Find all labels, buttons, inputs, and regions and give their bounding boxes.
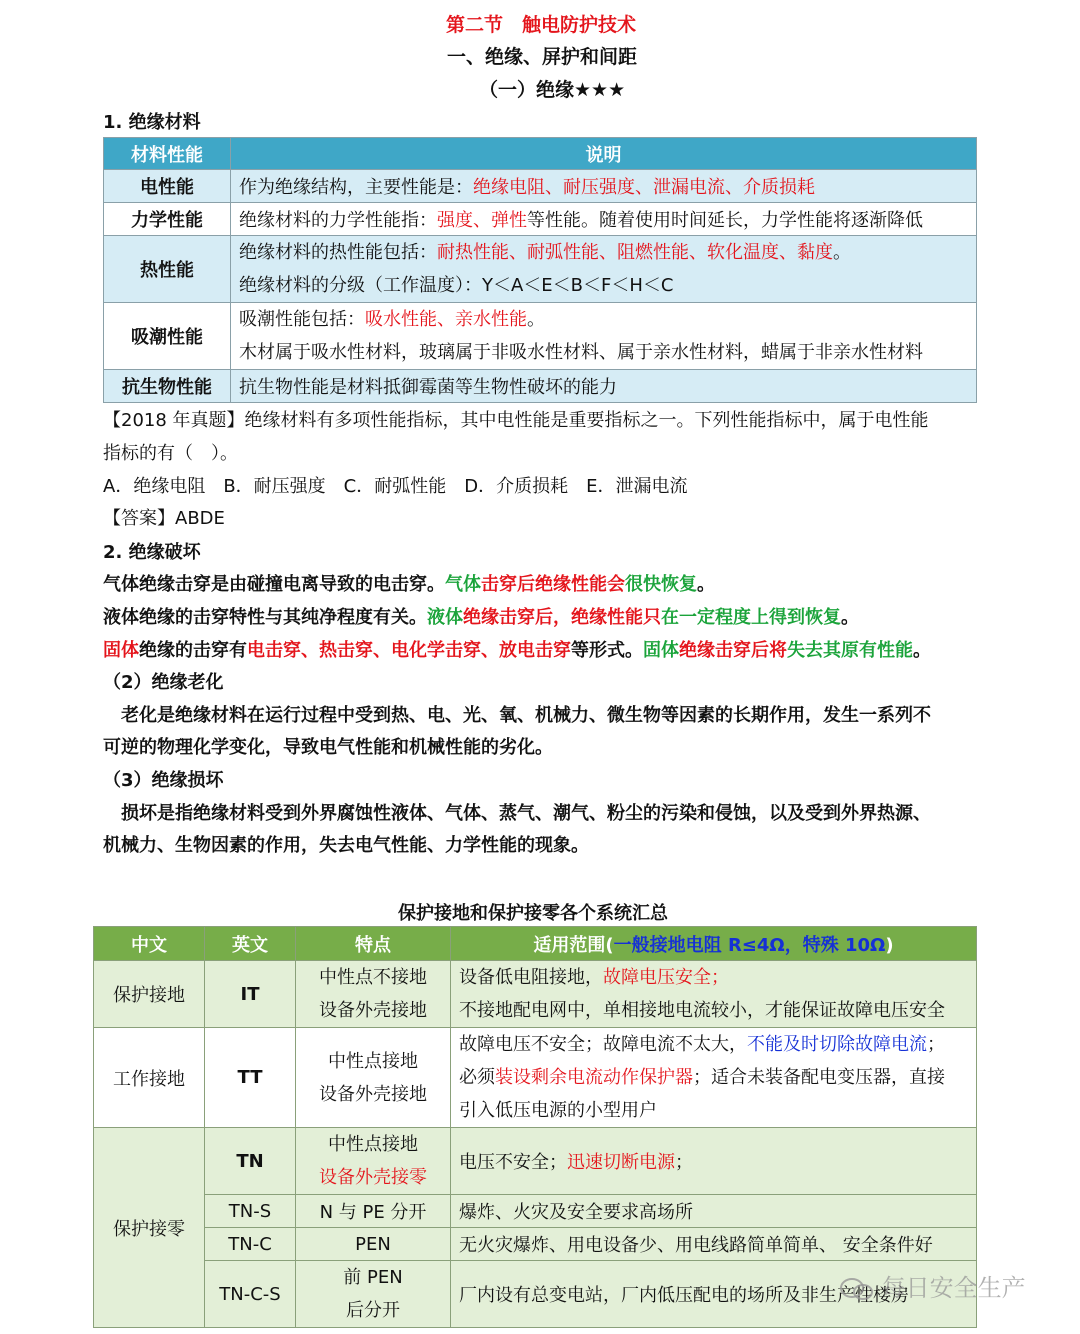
row-desc: 绝缘材料的力学性能指：强度、弹性等性能。随着使用时间延长，力学性能将逐渐降低 [231, 203, 977, 236]
cell-scope: 无火灾爆炸、用电设备少、用电线路简单简单、 安全条件好 [451, 1228, 977, 1261]
table-row [94, 961, 977, 1028]
row-key: 热性能 [104, 236, 231, 303]
row-key: 抗生物性能 [104, 370, 231, 403]
row-desc: 吸潮性能包括：吸水性能、亲水性能。 木材属于吸水性材料，玻璃属于非吸水性材料、属于亲水性材料，蜡属于非亲水性材料 [231, 303, 977, 370]
insulation-materials-table [103, 137, 977, 403]
subtitle: 一、绝缘、屏护和间距 [447, 46, 638, 68]
row-desc: 绝缘材料的热性能包括：耐热性能、耐弧性能、阻燃性能、软化温度、黏度。 绝缘材料的分级（工作温度）：Y＜A＜E＜B＜F＜H＜C [231, 236, 977, 303]
cell-cn-group: 保护接零 [94, 1128, 205, 1328]
question-text-cont: 指标的有（ ）。 [103, 443, 238, 464]
cell-cn: 保护接地 [94, 961, 205, 1028]
cell-en: TT [205, 1028, 296, 1128]
question-answer: 【答案】ABDE [103, 508, 225, 529]
header-cn: 中文 [94, 927, 205, 961]
header-feature: 特点 [296, 927, 451, 961]
heading-insulation-damage: （3）绝缘损坏 [103, 770, 224, 791]
cell-feature: N 与 PE 分开 [296, 1195, 451, 1228]
cell-en: TN [205, 1128, 296, 1195]
cell-feature: 中性点接地 设备外壳接零 [296, 1128, 451, 1195]
table-row [94, 1195, 977, 1228]
header-description: 说明 [231, 138, 977, 170]
row-desc: 作为绝缘结构，主要性能是：绝缘电阻、耐压强度、泄漏电流、介质损耗 [231, 170, 977, 203]
cell-en: TN-C [205, 1228, 296, 1261]
row-key: 力学性能 [104, 203, 231, 236]
breakdown-gas: 气体绝缘击穿是由碰撞电离导致的电击穿。气体击穿后绝缘性能会很快恢复。 [103, 574, 715, 595]
cell-scope: 设备低电阻接地，故障电压安全； 不接地配电网中，单相接地电流较小，才能保证故障电压安全 [451, 961, 977, 1028]
breakdown-liquid: 液体绝缘的击穿特性与其纯净程度有关。液体绝缘击穿后，绝缘性能只在一定程度上得到恢复。 [103, 607, 859, 628]
wechat-icon [840, 1277, 874, 1301]
cell-en: IT [205, 961, 296, 1028]
question-text: 【2018 年真题】绝缘材料有多项性能指标，其中电性能是重要指标之一。下列性能指标中，属于电性能 [103, 410, 929, 431]
cell-cn: 工作接地 [94, 1028, 205, 1128]
table-row [104, 236, 977, 303]
section-title: 第二节 触电防护技术 [446, 14, 637, 36]
cell-scope: 电压不安全；迅速切断电源； [451, 1128, 977, 1195]
watermark: 每日安全生产 [840, 1268, 1026, 1303]
cell-feature: 前 PEN 后分开 [296, 1261, 451, 1328]
breakdown-solid: 固体绝缘的击穿有电击穿、热击穿、电化学击穿、放电击穿等形式。固体绝缘击穿后将失去其原有性能。 [103, 640, 931, 661]
question-options: A．绝缘电阻 B．耐压强度 C．耐弧性能 D．介质损耗 E．泄漏电流 [103, 476, 688, 497]
cell-en: TN-C-S [205, 1261, 296, 1328]
table-row [94, 1128, 977, 1195]
table-row [104, 370, 977, 403]
aging-text: 老化是绝缘材料在运行过程中受到热、电、光、氧、机械力、微生物等因素的长期作用，发生一系列不 [121, 705, 931, 726]
table2-caption: 保护接地和保护接零各个系统汇总 [398, 903, 668, 924]
heading-insulation-aging: （2）绝缘老化 [103, 672, 224, 693]
table-row [94, 1028, 977, 1128]
table-row [94, 1228, 977, 1261]
row-key: 吸潮性能 [104, 303, 231, 370]
table-row [104, 170, 977, 203]
table-row [104, 303, 977, 370]
cell-feature: 中性点接地 设备外壳接地 [296, 1028, 451, 1128]
header-en: 英文 [205, 927, 296, 961]
damage-text-cont: 机械力、生物因素的作用，失去电气性能、力学性能的现象。 [103, 835, 589, 856]
table-row [104, 203, 977, 236]
heading-insulation-breakdown: 2. 绝缘破坏 [103, 542, 201, 563]
heading-insulation-materials: 1. 绝缘材料 [103, 112, 201, 133]
aging-text-cont: 可逆的物理化学变化，导致电气性能和机械性能的劣化。 [103, 737, 553, 758]
cell-en: TN-S [205, 1195, 296, 1228]
cell-scope: 故障电压不安全；故障电流不太大，不能及时切除故障电流； 必须装设剩余电流动作保护器；适合未装备配电变压器，直接 引入低压电源的小型用户 [451, 1028, 977, 1128]
damage-text: 损坏是指绝缘材料受到外界腐蚀性液体、气体、蒸气、潮气、粉尘的污染和侵蚀，以及受到外界热源、 [121, 803, 931, 824]
table-header-row [104, 138, 977, 170]
cell-scope: 厂内设有总变电站，厂内低压配电的场所及非生产性楼房 [451, 1261, 977, 1328]
sub-subtitle: （一）绝缘★★★ [479, 79, 626, 101]
row-key: 电性能 [104, 170, 231, 203]
table-header-row [94, 927, 977, 961]
header-property: 材料性能 [104, 138, 231, 170]
cell-scope: 爆炸、火灾及安全要求高场所 [451, 1195, 977, 1228]
row-desc: 抗生物性能是材料抵御霉菌等生物性破坏的能力 [231, 370, 977, 403]
cell-feature: 中性点不接地 设备外壳接地 [296, 961, 451, 1028]
header-scope: 适用范围(一般接地电阻 R≤4Ω，特殊 10Ω) [451, 927, 977, 961]
cell-feature: PEN [296, 1228, 451, 1261]
